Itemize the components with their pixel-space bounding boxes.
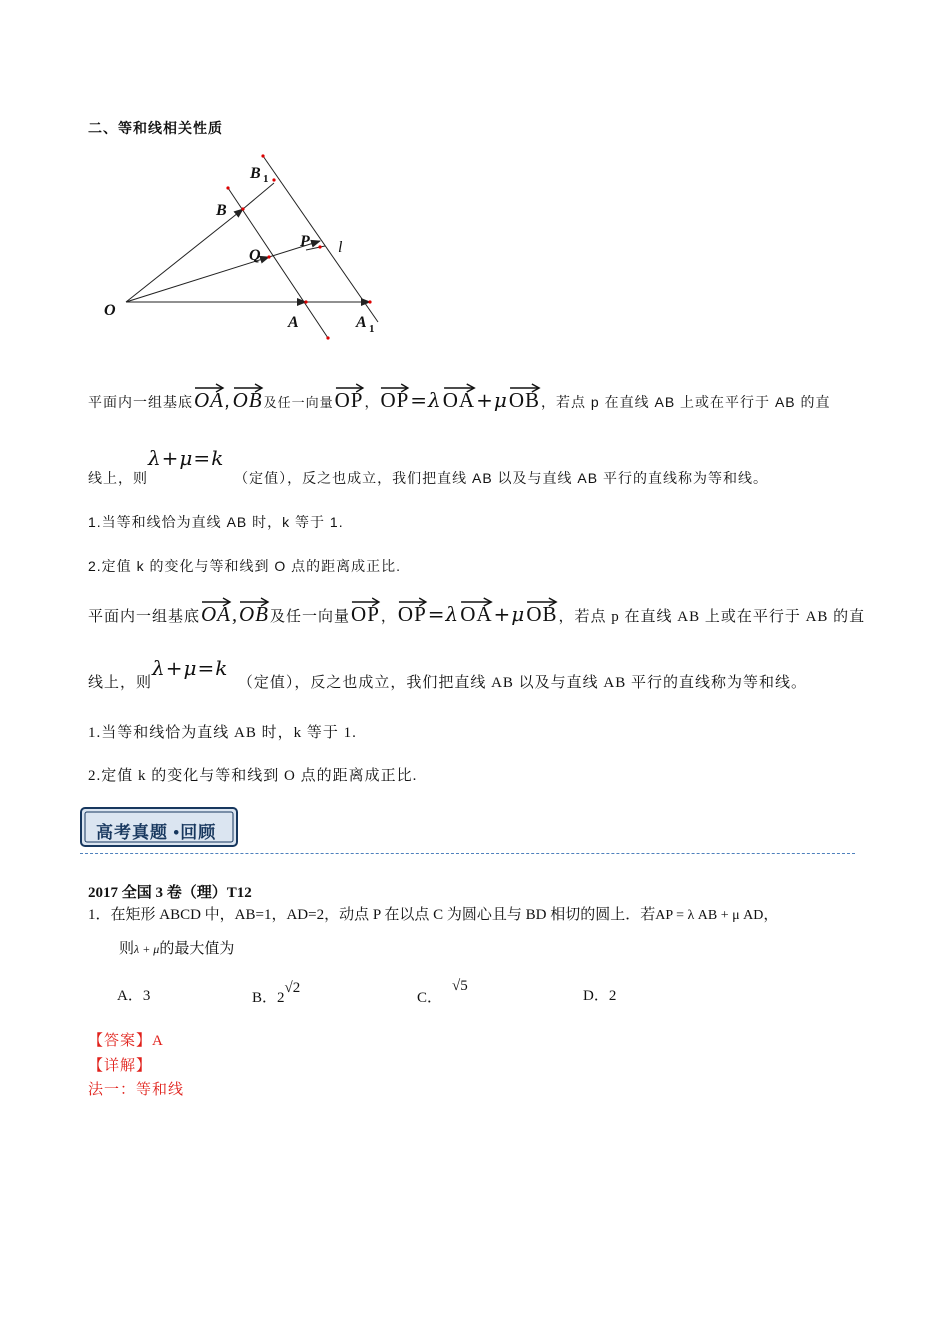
item-1-repeat: 1.当等和线恰为直线 AB 时，k 等于 1. [88, 725, 357, 741]
vector-oq [126, 257, 269, 302]
label-b: B [216, 202, 227, 219]
option-a[interactable]: A．3 [117, 988, 151, 1004]
vector-ob [126, 209, 243, 302]
sqrt-5: √5 [452, 978, 468, 994]
option-d[interactable]: D．2 [583, 988, 617, 1004]
vector-ob-symbol: OB [233, 385, 263, 413]
formula-lambda-mu-k: λ+μ=k [148, 446, 225, 470]
label-p: P [300, 233, 310, 250]
paragraph-definition-1: 平面内一组基底 OA, OB及任一向量 OP， OP=λ OA+μ OB，若点 p 在直线 AB 上或在平行于 AB 的直 [88, 385, 831, 413]
detail-label: 【详解】 [88, 1058, 153, 1074]
label-a1-sub: 1 [369, 323, 375, 335]
vector-ob1 [243, 183, 274, 209]
banner-title: 高考真题 •回顾 [96, 823, 217, 842]
option-c[interactable]: C．$^{√5}$ [417, 978, 468, 1006]
answer-label: 【答案】A [88, 1033, 164, 1049]
item-2-repeat: 2.定值 k 的变化与等和线到 O 点的距离成正比. [88, 768, 418, 784]
vector-op-symbol: OP [335, 385, 364, 413]
label-q: Q [249, 247, 261, 264]
item-1: 1.当等和线恰为直线 AB 时，k 等于 1. [88, 514, 344, 530]
option-b[interactable]: B．$2^{√2}$ [252, 980, 301, 1006]
section-banner [80, 807, 238, 847]
section-heading: 二、等和线相关性质 [88, 122, 223, 137]
vector-oa-symbol: OA [194, 385, 224, 413]
dashed-divider [80, 853, 855, 854]
label-o: O [104, 302, 116, 319]
item-2: 2.定值 k 的变化与等和线到 O 点的距离成正比. [88, 558, 402, 574]
paragraph-definition-1-line2: 线上，则λ+μ=k （定值），反之也成立，我们把直线 AB 以及与直线 AB 平行的直线称为等和线。 [88, 446, 769, 486]
question-line2: 则λ + μ的最大值为 [119, 941, 235, 957]
label-a1: A [356, 314, 367, 331]
question-stem: 1．在矩形 ABCD 中，AB=1，AD=2，动点 P 在以点 C 为圆心且与 BD 相切的圆上．若AP = λ AB + μ AD， [88, 907, 779, 923]
question-formula: AP = λ AB + μ AD [655, 908, 764, 923]
label-l: l [338, 239, 343, 256]
sqrt-2: √2 [284, 980, 301, 996]
label-b1-sub: 1 [263, 173, 269, 185]
label-a: A [288, 314, 299, 331]
method-label: 法一：等和线 [88, 1082, 185, 1098]
line-l [263, 156, 378, 322]
exam-title: 2017 全国 3 卷（理）T12 [88, 885, 252, 901]
vector-diagram [88, 150, 398, 345]
label-b1: B [250, 165, 261, 182]
paragraph-definition-2-line2: 线上，则λ+μ=k （定值），反之也成立，我们把直线 AB 以及与直线 AB 平行的直线称为等和线。 [88, 656, 808, 691]
paragraph-definition-2: 平面内一组基底 OA, OB及任一向量 OP， OP=λ OA+μ OB，若点 p 在直线 AB 上或在平行于 AB 的直 [88, 599, 865, 627]
